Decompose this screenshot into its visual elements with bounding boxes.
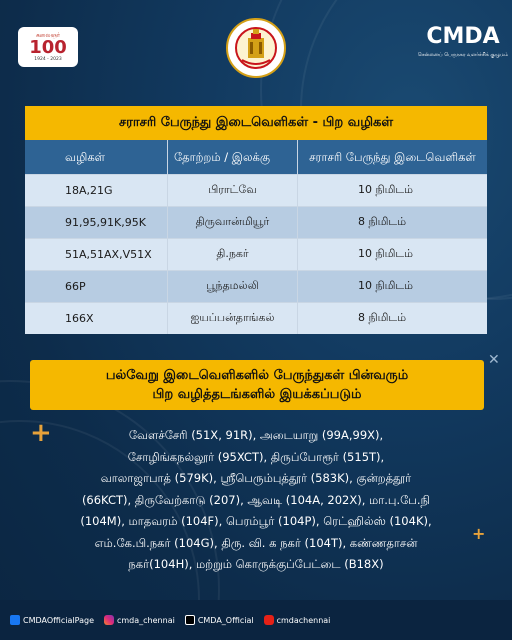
x-handle: CMDA_Official: [197, 615, 254, 625]
header-origin: தோற்றம் / இலக்கு: [167, 140, 297, 174]
table-header-row: [25, 140, 487, 174]
logo-years: 1924 - 2023: [34, 56, 62, 62]
cell-origin: தி.நகர்: [167, 239, 297, 270]
cell-interval: 10 நிமிடம்: [297, 239, 487, 270]
paragraph-line: (104M), மாதவரம் (104F), பெரம்பூர் (104P), ரெட்ஹில்ஸ் (104K),: [80, 514, 432, 528]
cell-route: 51A,51AX,V51X: [65, 248, 152, 261]
cmda-logo: [417, 22, 509, 78]
cell-interval: 10 நிமிடம்: [297, 175, 487, 206]
paragraph-line: வேளச்சேரி (51X, 91R), அடையாறு (99A,99X),: [128, 428, 384, 442]
table-row: [25, 302, 487, 334]
x-icon: [185, 615, 195, 625]
social-footer: [0, 600, 512, 640]
cell-route: 18A,21G: [65, 184, 113, 197]
notice-banner: [30, 360, 484, 410]
paragraph-line: எம்.கே.பி.நகர் (104G), திரு. வி. க நகர் (104T), கண்ணதாசன்: [94, 535, 418, 550]
paragraph-line: (66KCT), திருவேற்காடு (207), ஆவடி (104A, 202X), மா.பு.பே.நி: [81, 492, 431, 507]
cell-route: 166X: [65, 312, 94, 325]
youtube-handle: cmdachennai: [276, 615, 331, 625]
cell-interval: 8 நிமிடம்: [297, 207, 487, 238]
facebook-handle: CMDAOfficialPage: [23, 615, 94, 625]
header-interval: சராசரி பேருந்து இடைவெளிகள்: [297, 140, 487, 174]
cell-origin: ஐயப்பன்தாங்கல்: [167, 303, 297, 334]
table-title: சராசரி பேருந்து இடைவெளிகள் - பிற வழிகள்: [25, 106, 487, 140]
paragraph-line: சோழிங்கநல்லூர் (95XCT), திருப்போரூர் (515T),: [127, 449, 385, 464]
paragraph-line: நகர்(104H), மற்றும் கொருக்குப்பேட்டை (B18X): [128, 557, 384, 571]
logo-top-text: கலைஞர்: [35, 31, 61, 39]
table-row: [25, 206, 487, 238]
table-row: [25, 270, 487, 302]
cmda-subtitle: சென்னைப் பெருநகர வளர்ச்சிக் குழுமம்: [417, 52, 509, 58]
cell-interval: 8 நிமிடம்: [297, 303, 487, 334]
cell-origin: பூந்தமல்லி: [167, 271, 297, 302]
paragraph-line: வாலாஜாபாத் (579K), ஸ்ரீபெரும்புத்தூர் (583K), குன்றத்தூர்: [100, 471, 412, 485]
table-row: [25, 238, 487, 270]
cell-route: 91,95,91K,95K: [65, 216, 146, 229]
decorative-cross-icon: ✕: [488, 352, 500, 368]
decorative-plus-icon: +: [472, 524, 486, 543]
x-link[interactable]: [185, 615, 254, 625]
header-routes: வழிகள்: [65, 149, 106, 164]
instagram-icon: [104, 615, 114, 625]
table-row: [25, 174, 487, 206]
decorative-plus-icon: +: [30, 418, 52, 448]
notice-line-1: பல்வேறு இடைவெளிகளில் பேருந்துகள் பின்வரும்: [105, 368, 409, 383]
instagram-link[interactable]: [104, 615, 175, 625]
notice-line-2: பிற வழித்தடங்களில் இயக்கப்படும்: [152, 387, 362, 402]
kalaignar-100-logo: [18, 27, 78, 67]
facebook-icon: [10, 615, 20, 625]
facebook-link[interactable]: [10, 615, 94, 625]
youtube-icon: [264, 615, 274, 625]
cell-origin: திருவான்மியூர்: [167, 207, 297, 238]
bus-interval-table: [25, 106, 487, 334]
cmda-brand: CMDA: [426, 24, 500, 49]
cell-route: 66P: [65, 280, 86, 293]
instagram-handle: cmda_chennai: [116, 615, 175, 625]
tamil-nadu-emblem-icon: [226, 18, 286, 78]
cell-origin: பிராட்வே: [167, 175, 297, 206]
cell-interval: 10 நிமிடம்: [297, 271, 487, 302]
other-routes-paragraph: [40, 425, 472, 576]
youtube-link[interactable]: [264, 615, 331, 625]
logo-number: 100: [29, 36, 67, 58]
